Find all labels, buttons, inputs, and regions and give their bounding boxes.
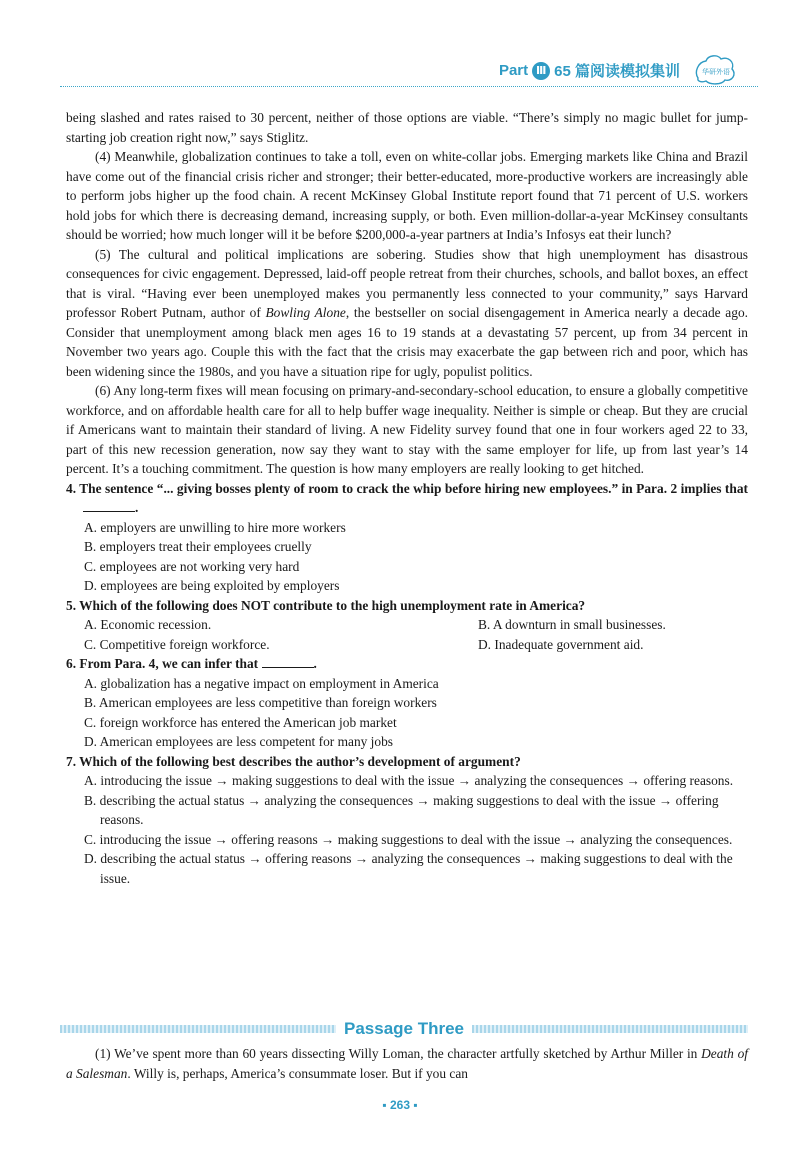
option-d: D. Inadequate government aid. [478, 636, 644, 652]
header-title [499, 60, 680, 81]
option-a: A. Economic recession. [84, 617, 212, 632]
option-b: B. employers treat their employees cruelly [84, 539, 312, 554]
page-header [60, 50, 758, 90]
question-7 [66, 752, 748, 889]
page-number: ▪ 263 ▪ [382, 1098, 418, 1112]
paragraph-5: (5) The cultural and political implications are sobering. Studies show that high unemployment has disastrous consequences for civic engagement. Depressed, laid-off people retreat from their churches, schools, and ballot boxes, an effect that is viral. “Having ever been unemployed makes you permanently less connected to your community,” says Harvard professor Robert Putnam, author of Bowling Alone, the bestseller on social disengagement in America nearly a decade ago. Consider that unemployment among black men ages 16 to 19 stands at a devastating 57 percent, up from 34 percent in November two years ago. Couple this with the fact that the crisis may exacerbate the gap between rich and poor, which has been widening since the 1980s, and you have a situation ripe for ugly, populist politics. [66, 246, 748, 379]
question-stem: 4. The sentence “... giving bosses plenty of room to crack the whip before hiring new employees.” in Para. 2 implies that . [66, 480, 748, 515]
question-6 [66, 654, 748, 752]
passage-three-body [66, 1044, 748, 1083]
answer-blank [83, 499, 135, 512]
book-title: 65 篇阅读模拟集训 [554, 63, 680, 80]
heading-stripe-left [60, 1025, 336, 1033]
question-stem: 6. From Para. 4, we can infer that . [66, 656, 317, 671]
publisher-logo-icon [692, 52, 738, 88]
logo-text: 华研外语 [702, 68, 730, 76]
book-title-bowling-alone: Bowling Alone [265, 305, 346, 320]
option-b: B. American employees are less competitive than foreign workers [84, 695, 437, 710]
option-d: D. describing the actual status → offering reasons → analyzing the consequences → making suggestions to deal with the issue. [84, 851, 733, 886]
option-c: C. introducing the issue → offering reasons → making suggestions to deal with the issue → analyzing the consequences. [84, 831, 733, 847]
passage-title: Passage Three [344, 1019, 465, 1038]
question-4 [66, 479, 748, 596]
question-stem: 7. Which of the following best describes the author’s development of argument? [66, 753, 521, 769]
paragraph-1: (1) We’ve spent more than 60 years dissecting Willy Loman, the character artfully sketched by Arthur Miller in Death of a Salesman. Willy is, perhaps, America’s consummate loser. But if you can [66, 1046, 748, 1081]
option-a: A. globalization has a negative impact on employment in America [84, 675, 439, 691]
question-stem: 5. Which of the following does NOT contribute to the high unemployment rate in America? [66, 597, 586, 613]
passage-three-heading [60, 1016, 748, 1042]
paragraph-4: (4) Meanwhile, globalization continues to take a toll, even on white-collar jobs. Emerging markets like China and Brazil have come out of the financial crisis richer and stronger; their better-educated, more-productive workers are increasingly able to perform jobs higher up the food chain. A recent McKinsey Global Institute report found that 71 percent of U.S. workers hold jobs for which there is decreasing demand, increasing supply, or both. Even million-dollar-a-year McKinsey consultants should be worried; how much longer will it be before $200,000-a-year partners at India’s Infosys eat their lunch? [66, 149, 748, 242]
option-a: A. introducing the issue → making suggestions to deal with the issue → analyzing the consequences → offering reasons. [84, 773, 734, 788]
option-a: A. employers are unwilling to hire more workers [84, 519, 346, 535]
option-b: B. describing the actual status → analyzing the consequences → making suggestions to deal with the issue → offering reasons. [84, 792, 719, 827]
option-d: D. American employees are less competent for many jobs [84, 734, 394, 749]
part-number-badge: Ⅲ [532, 62, 550, 80]
paragraph-6: (6) Any long-term fixes will mean focusing on primary-and-secondary-school education, to ensure a globally competitive workforce, and on affordable health care for all to help buffer wage inequality. Neither is simple or cheap. But they are crucial if Americans want to maintain their standard of living. A new Fidelity survey found that one in four workers aged 22 to 33, part of this new recession generation, now say they want to stay with the same employer for life, up from last year’s 14 percent. It’s a touching commitment. The question is how many employers are really looking to get hitched. [66, 383, 748, 476]
option-c: C. Competitive foreign workforce. [84, 636, 270, 652]
answer-blank [262, 655, 314, 668]
part-label: Part [498, 62, 529, 79]
heading-stripe-right [472, 1025, 748, 1033]
passage-two-body [66, 108, 748, 888]
paragraph-3-continued: being slashed and rates raised to 30 percent, neither of those options are viable. “There’s simply no magic bullet for jump-starting job creation right now,” says Stiglitz. [66, 110, 748, 145]
option-d: D. employees are being exploited by employers [84, 578, 340, 593]
header-divider [60, 86, 758, 87]
option-c: C. foreign workforce has entered the American job market [84, 714, 397, 730]
option-c: C. employees are not working very hard [84, 558, 300, 574]
option-b: B. A downturn in small businesses. [478, 617, 666, 632]
question-5 [66, 596, 748, 655]
book-title-death-of-a-salesman: Death of a Salesman [66, 1046, 748, 1081]
